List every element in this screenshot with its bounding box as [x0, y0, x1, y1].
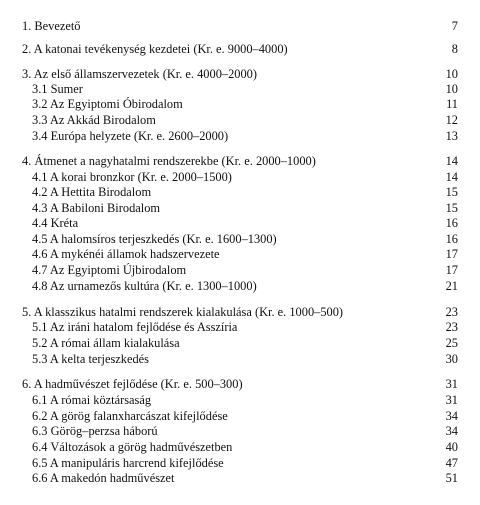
- toc-entry: [0, 352, 480, 367]
- toc-entry: [0, 305, 480, 320]
- toc-entry-page: 31: [445, 393, 458, 407]
- toc-entry: [0, 247, 480, 262]
- toc-entry-page: 12: [445, 113, 458, 127]
- toc-entry-title: 4.8 Az urnamezős kultúra (Kr. e. 1300–1000): [32, 279, 257, 293]
- toc-entry: [0, 409, 480, 424]
- toc-entry-title: 3.3 Az Akkád Birodalom: [32, 113, 156, 127]
- toc-entry: [0, 263, 480, 278]
- toc-entry-title: 3.1 Sumer: [32, 82, 83, 96]
- toc-entry-title: 5.1 Az iráni hatalom fejlődése és Asszíria: [32, 320, 238, 334]
- toc-entry-title: 6.2 A görög falanxharcászat kifejlődése: [32, 409, 228, 423]
- toc-entry-page: 23: [445, 320, 458, 334]
- toc-entry-title: 4.7 Az Egyiptomi Újbirodalom: [32, 263, 187, 277]
- toc-entry: [0, 279, 480, 294]
- toc-entry-page: 47: [445, 456, 458, 470]
- toc-entry: [0, 185, 480, 200]
- toc-entry-title: 1. Bevezető: [22, 19, 81, 33]
- toc-entry-page: 31: [445, 377, 458, 391]
- toc-entry-page: 16: [445, 232, 458, 246]
- toc-entry: [0, 170, 480, 185]
- toc-entry-title: 4. Átmenet a nagyhatalmi rendszerekbe (Kr. e. 2000–1000): [22, 154, 316, 168]
- toc-entry: [0, 154, 480, 169]
- toc-entry-page: 25: [445, 336, 458, 350]
- toc-entry-page: 17: [445, 247, 458, 261]
- toc-entry: [0, 216, 480, 231]
- toc-entry-page: 14: [445, 154, 458, 168]
- toc-entry-title: 4.6 A mykénéi államok hadszervezete: [32, 247, 220, 261]
- toc-entry: [0, 393, 480, 408]
- toc-entry-page: 21: [445, 279, 458, 293]
- toc-entry-title: 4.4 Kréta: [32, 216, 79, 230]
- toc-entry-page: 15: [445, 185, 458, 199]
- toc-entry-title: 6.6 A makedón hadművészet: [32, 471, 175, 485]
- toc-entry-page: 34: [445, 424, 458, 438]
- toc-entry: [0, 113, 480, 128]
- toc-entry: [0, 19, 480, 34]
- toc-entry-title: 4.5 A halomsíros terjeszkedés (Kr. e. 1600–1300): [32, 232, 277, 246]
- toc-entry: [0, 67, 480, 82]
- toc-entry: [0, 424, 480, 439]
- toc-entry-page: 10: [445, 67, 458, 81]
- toc-entry-page: 17: [445, 263, 458, 277]
- toc-entry-title: 3. Az első államszervezetek (Kr. e. 4000–2000): [22, 67, 257, 81]
- toc-entry-title: 6.5 A manipuláris harcrend kifejlődése: [32, 456, 224, 470]
- toc-entry: [0, 232, 480, 247]
- toc-entry-page: 23: [445, 305, 458, 319]
- toc-entry-page: 40: [445, 440, 458, 454]
- toc-entry: [0, 97, 480, 112]
- toc-entry: [0, 320, 480, 335]
- toc-entry-title: 4.1 A korai bronzkor (Kr. e. 2000–1500): [32, 170, 232, 184]
- toc-entry-page: 51: [445, 471, 458, 485]
- toc-entry: [0, 440, 480, 455]
- toc-entry-title: 4.2 A Hettita Birodalom: [32, 185, 152, 199]
- toc-entry-title: 6.4 Változások a görög hadművészetben: [32, 440, 233, 454]
- toc-entry: [0, 129, 480, 144]
- toc-entry-page: 8: [451, 42, 458, 56]
- toc-entry: [0, 456, 480, 471]
- toc-entry-page: 30: [445, 352, 458, 366]
- toc-entry: [0, 336, 480, 351]
- toc-entry-title: 5.3 A kelta terjeszkedés: [32, 352, 149, 366]
- toc-entry-page: 15: [445, 201, 458, 215]
- toc-entry-title: 5.2 A római állam kialakulása: [32, 336, 180, 350]
- toc-entry-page: 13: [445, 129, 458, 143]
- toc-entry-title: 3.4 Európa helyzete (Kr. e. 2600–2000): [32, 129, 229, 143]
- toc-entry: [0, 377, 480, 392]
- toc-entry: [0, 471, 480, 486]
- toc-entry: [0, 42, 480, 57]
- toc-entry-page: 14: [445, 170, 458, 184]
- toc-entry: [0, 201, 480, 216]
- toc-entry-page: 34: [445, 409, 458, 423]
- toc-entry-title: 6.1 A római köztársaság: [32, 393, 152, 407]
- toc-entry-title: 3.2 Az Egyiptomi Óbirodalom: [32, 97, 183, 111]
- toc-entry: [0, 82, 480, 97]
- toc-entry-title: 6. A hadművészet fejlődése (Kr. e. 500–300): [22, 377, 243, 391]
- toc-entry-page: 16: [445, 216, 458, 230]
- toc-entry-page: 7: [451, 19, 458, 33]
- toc-entry-title: 5. A klasszikus hatalmi rendszerek kialakulása (Kr. e. 1000–500): [22, 305, 344, 319]
- toc-entry-page: 10: [445, 82, 458, 96]
- toc-entry-title: 2. A katonai tevékenység kezdetei (Kr. e. 9000–4000): [22, 42, 288, 56]
- toc-entry-title: 6.3 Görög–perzsa háború: [32, 424, 158, 438]
- toc-entry-page: 11: [446, 97, 458, 111]
- toc-entry-title: 4.3 A Babiloni Birodalom: [32, 201, 161, 215]
